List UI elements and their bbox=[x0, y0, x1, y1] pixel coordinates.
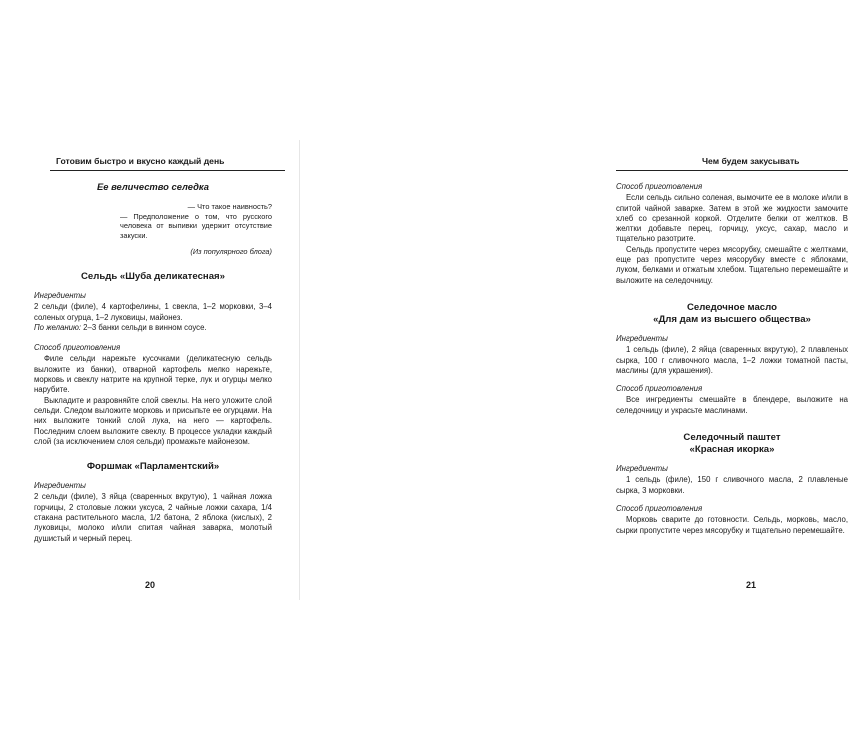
ingredients-text: 2 сельди (филе), 4 картофелины, 1 свекла, 1–2 морковки, 3–4 соленых огурца, 1–2 луковицы, майонез. bbox=[34, 302, 272, 322]
ingredients-label: Ингредиенты bbox=[34, 290, 86, 300]
recipe-title-line: Селедочный паштет bbox=[683, 432, 781, 444]
method-paragraph: Сельдь пропустите через мясорубку, смешайте с желтками, еще раз пропустите через мясорубку вместе с яблоками, луком, белками и отжатым хлебом. Тщательно перемешайте и выложите на селедочницу. bbox=[616, 244, 848, 285]
ingredients-label: Ингредиенты bbox=[616, 464, 668, 474]
right-running-head: Чем будем закусывать bbox=[702, 156, 800, 166]
ingredients-label: Ингредиенты bbox=[34, 481, 86, 491]
recipe-title-line: «Красная икорка» bbox=[689, 444, 775, 456]
recipe-title-herring-butter bbox=[616, 302, 848, 326]
recipe-title-herring-pate bbox=[616, 432, 848, 456]
epigraph-line-1: — Что такое наивность? bbox=[187, 202, 272, 212]
epigraph bbox=[34, 202, 272, 257]
right-header-rule bbox=[616, 170, 848, 171]
optional-text: 2–3 банки сельди в винном соусе. bbox=[83, 322, 207, 332]
method-paragraph: Если сельдь сильно соленая, вымочите ее в молоке и/или в спитой чайной заварке. Затем в этой же жидкости замочите хлеб со срезанной коркой. Отделите белки от желтков. В желтки добавьте перец, горчицу, уксус, сахар, масло и тщательно разотрите. bbox=[616, 193, 848, 244]
ingredients-label: Ингредиенты bbox=[616, 333, 668, 343]
ingredients-text: 1 сельдь (филе), 2 яйца (сваренных вкрутую), 2 плавленых сырка, 100 г сливочного масла, 1–2 ложки томатной пасты, маслины (для украшения). bbox=[616, 345, 848, 375]
page-number-left: 20 bbox=[145, 580, 156, 590]
method-label: Способ приготовления bbox=[34, 343, 121, 353]
optional-label: По желанию: bbox=[34, 322, 81, 332]
right-page-content bbox=[616, 178, 848, 536]
ingredients-text: 2 сельди (филе), 3 яйца (сваренных вкрутую), 1 чайная ложка горчицы, 2 столовые ложки уксуса, 2 чайные ложки сахара, 1/4 стакана растительного масла, 1/2 батона, 2 яблока (кислых), 2 луковицы, молоко и/или спитая чайная заварка, молотый душистый и черный перец. bbox=[34, 492, 272, 543]
recipe-title-forshmak: Форшмак «Парламентский» bbox=[86, 461, 220, 473]
right-page bbox=[300, 0, 848, 750]
optional-ingredients bbox=[34, 323, 272, 333]
method-label: Способ приготовления bbox=[616, 503, 703, 513]
method-label: Способ приготовления bbox=[616, 182, 703, 191]
recipe-title-shuba: Сельдь «Шуба деликатесная» bbox=[80, 270, 225, 282]
recipe-title-line: Селедочное масло bbox=[687, 301, 777, 313]
left-running-head: Готовим быстро и вкусно каждый день bbox=[56, 156, 225, 166]
left-header-rule bbox=[50, 170, 285, 171]
method-paragraph: Все ингредиенты смешайте в блендере, выложите на селедочницу и украсьте маслинами. bbox=[616, 395, 848, 415]
recipe-title-line: «Для дам из высшего общества» bbox=[653, 313, 811, 325]
epigraph-line-2: — Предположение о том, что русского человека от выпивки удержит отсутствие закуски. bbox=[120, 211, 272, 241]
left-page-content bbox=[34, 178, 272, 544]
method-paragraph: Выкладите и разровняйте слой свеклы. На него уложите слой сельди. Следом выложите морковь и присыпьте ее огурцами. На них выложите тонкий слой лука, на него — картофель. Последним слоем выложите свеклу. В процессе укладки каждый слой (за исключением слоя сельди) промажьте майонезом. bbox=[34, 395, 272, 446]
method-label: Способ приготовления bbox=[616, 384, 703, 394]
left-page bbox=[0, 0, 300, 750]
ingredients-text: 1 сельдь (филе), 150 г сливочного масла, 2 плавленые сырка, 3 морковки. bbox=[616, 475, 848, 495]
method-paragraph: Морковь сварите до готовности. Сельдь, морковь, масло, сырки пропустите через мясорубку и тщательно перемешайте. bbox=[616, 515, 848, 535]
section-title: Ее величество селедка bbox=[97, 181, 209, 192]
method-paragraph: Филе сельди нарежьте кусочками (деликатесную сельдь выложите из банки), отварной картофель мелко нарежьте, морковь и свеклу натрите на крупной терке, лук и огурцы мелко нарубите. bbox=[34, 354, 272, 395]
epigraph-source: (Из популярного блога) bbox=[190, 246, 272, 256]
page-number-right: 21 bbox=[746, 580, 757, 590]
